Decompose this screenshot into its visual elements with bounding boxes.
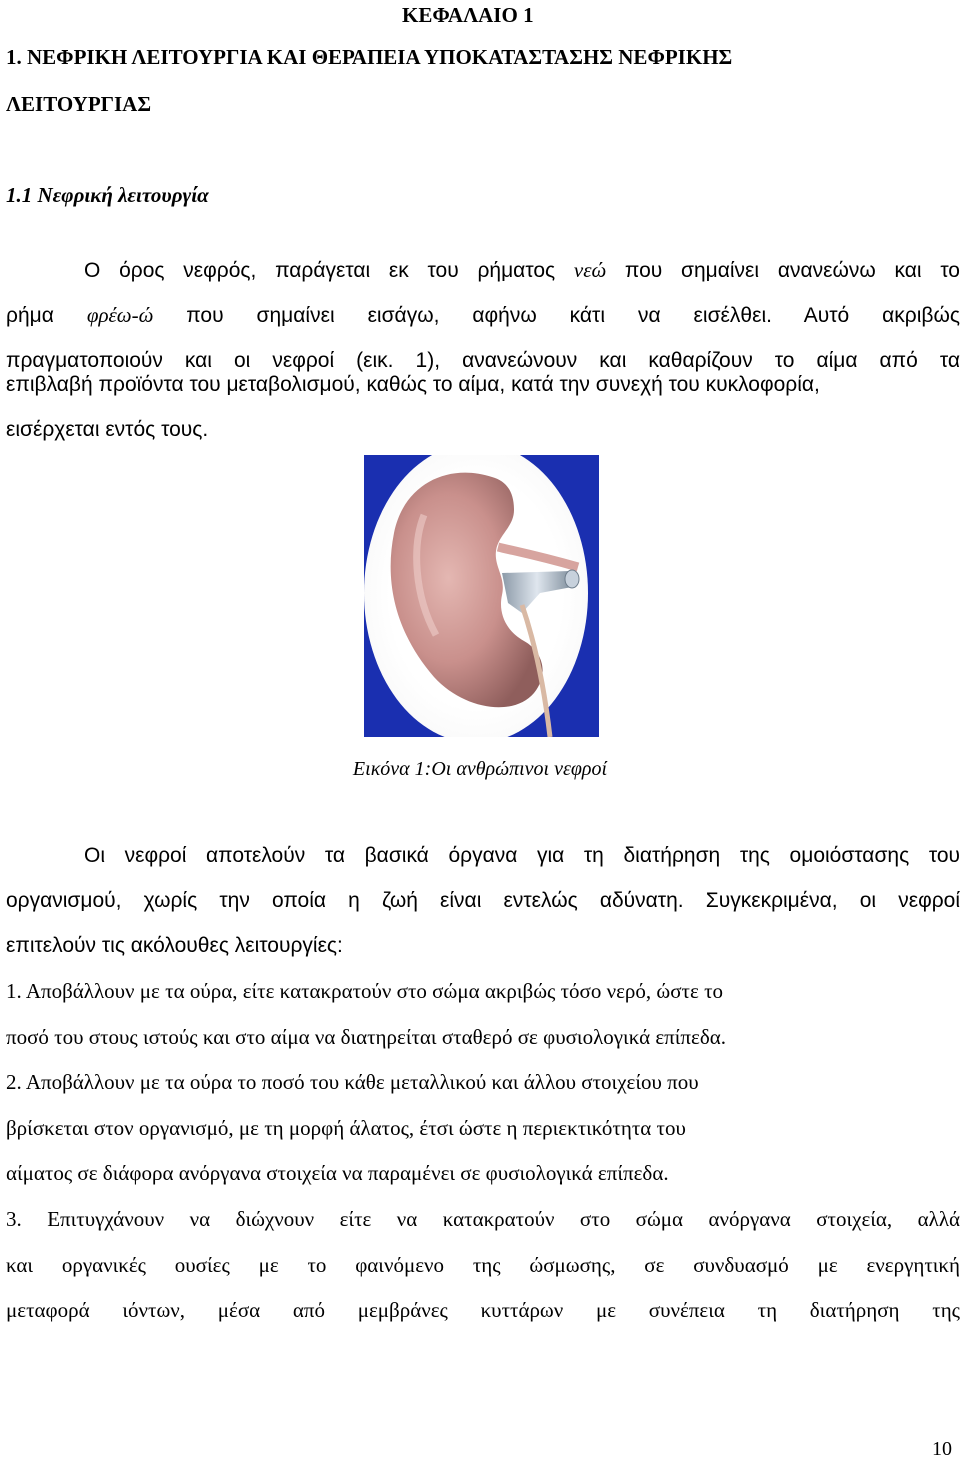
intro-line-1-text-a: Ο όρος νεφρός, παράγεται εκ του ρήματος: [84, 259, 574, 282]
list-item-3-line-2: και οργανικές ουσίες με το φαινόμενο της ώσμωσης, σε συνδυασμό με ενεργητική: [6, 1253, 960, 1277]
intro-line-2-emphasis: φρέω-ώ: [86, 303, 154, 327]
section-heading: 1.1 Νεφρική λειτουργία: [6, 183, 209, 207]
intro-line-1-emphasis: νεώ: [573, 258, 607, 282]
para2-line-1: Οι νεφροί αποτελούν τα βασικά όργανα για τη διατήρηση της ομοιόστασης του: [84, 844, 960, 867]
intro-line-1-text-b: που σημαίνει ανανεώνω και το: [606, 259, 960, 282]
figure-caption: Εικόνα 1:Οι ανθρώπινοι νεφροί: [352, 758, 608, 780]
list-item-1-line-2: ποσό του στους ιστούς και στο αίμα να διατηρείται σταθερό σε φυσιολογικά επίπεδα.: [6, 1025, 726, 1049]
list-item-2-line-2: βρίσκεται στον οργανισμό, με τη μορφή άλατος, έτσι ώστε η περιεκτικότητα του: [6, 1116, 686, 1140]
list-item-1-line-1: 1. Αποβάλλουν με τα ούρα, είτε κατακρατούν στο σώμα ακριβώς τόσο νερό, ώστε το: [6, 979, 724, 1003]
intro-line-5: εισέρχεται εντός τους.: [6, 418, 209, 441]
para2-line-2: οργανισμού, χωρίς την οποία η ζωή είναι εντελώς αδύνατη. Συγκεκριμένα, οι νεφροί: [6, 889, 960, 912]
renal-vein-opening: [565, 570, 579, 588]
intro-line-2: [6, 302, 960, 329]
para2-line-3: επιτελούν τις ακόλουθες λειτουργίες:: [6, 934, 343, 957]
list-item-2-line-3: αίματος σε διάφορα ανόργανα στοιχεία να παραμένει σε φυσιολογικά επίπεδα.: [6, 1161, 669, 1185]
chapter-title: 1. ΝΕΦΡΙΚΗ ΛΕΙΤΟΥΡΓΙΑ ΚΑΙ ΘΕΡΑΠΕΙΑ ΥΠΟΚΑΤΑΣΤΑΣΗΣ ΝΕΦΡΙΚΗΣ: [6, 45, 733, 69]
list-item-2-line-1: 2. Αποβάλλουν με τα ούρα το ποσό του κάθε μεταλλικού και άλλου στοιχείου που: [6, 1070, 699, 1094]
list-item-3-line-1: 3. Επιτυγχάνουν να διώχνουν είτε να κατακρατούν στο σώμα ανόργανα στοιχεία, αλλά: [6, 1207, 960, 1231]
intro-line-4: επιβλαβή προϊόντα του μεταβολισμού, καθώς το αίμα, κατά την συνεχή του κυκλοφορία,: [6, 373, 820, 396]
intro-line-2-text-b: που σημαίνει εισάγω, αφήνω κάτι να εισέλθει. Αυτό ακριβώς: [153, 304, 960, 327]
kidney-illustration: [364, 455, 599, 737]
intro-line-2-text-a: ρήμα: [6, 304, 87, 327]
intro-line-3: πραγματοποιούν και οι νεφροί (εικ. 1), ανανεώνουν και καθαρίζουν το αίμα από τα: [6, 349, 960, 372]
page-number: 10: [932, 1438, 952, 1460]
chapter-label: ΚΕΦΑΛΑΙΟ 1: [402, 3, 534, 27]
chapter-title-continued: ΛΕΙΤΟΥΡΓΙΑΣ: [6, 92, 152, 116]
list-item-3-line-3: μεταφορά ιόντων, μέσα από μεμβράνες κυττάρων με συνέπεια τη διατήρηση της: [6, 1298, 960, 1322]
intro-line-1: [84, 257, 960, 284]
